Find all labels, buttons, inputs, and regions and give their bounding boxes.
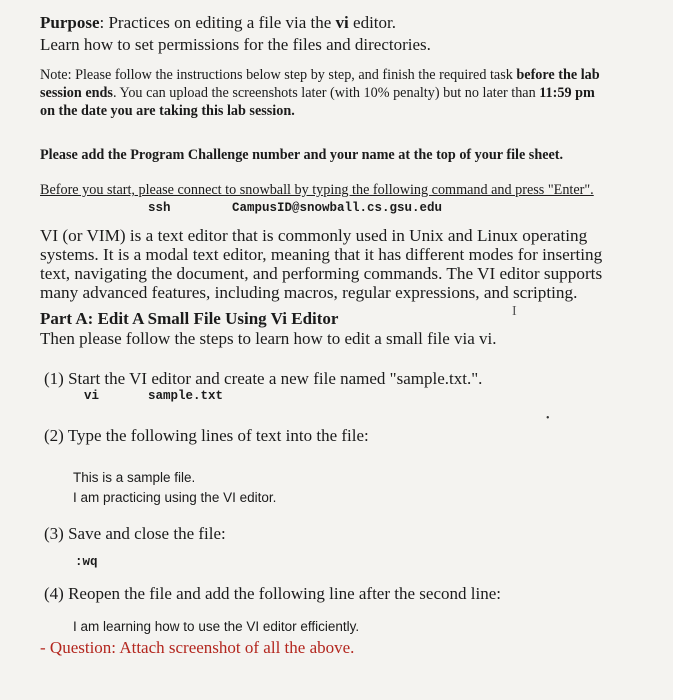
- purpose-label: Purpose: [40, 13, 100, 32]
- added-line: I am learning how to use the VI editor efficiently.: [73, 619, 360, 634]
- purpose-text-end: editor.: [348, 13, 396, 32]
- note-line-3: [40, 102, 600, 120]
- ssh-host: CampusID@snowball.cs.gsu.edu: [232, 201, 443, 215]
- vi-intro-line: VI (or VIM) is a text editor that is commonly used in Unix and Linux operating: [40, 226, 588, 245]
- text-cursor-icon: I: [512, 304, 517, 319]
- stray-mark-icon: •: [546, 413, 550, 424]
- purpose-text: : Practices on editing a file via the: [99, 13, 336, 32]
- purpose-line-1: [40, 12, 431, 34]
- note-text-2: . You can upload the screenshots later (with 10% penalty) but no later than: [112, 85, 540, 101]
- save-quit-command: :wq: [75, 555, 98, 569]
- vi-intro-line: many advanced features, including macros, regular expressions, and scripting.: [40, 283, 578, 302]
- instruction-heading: Please add the Program Challenge number and your name at the top of your file sheet.: [40, 147, 564, 163]
- purpose-line-2: Learn how to set permissions for the files and directories.: [40, 35, 431, 54]
- question-text: - Question: Attach screenshot of all the above.: [40, 638, 355, 657]
- sample-line-2: I am practicing using the VI editor.: [73, 490, 277, 505]
- vi-intro-line: text, navigating the document, and performing commands. The VI editor supports: [40, 264, 603, 283]
- note-line-1: [40, 66, 600, 84]
- step-1-filename: sample.txt: [148, 389, 224, 403]
- step-2: (2) Type the following lines of text into the file:: [44, 426, 369, 445]
- deadline-time: 11:59 pm: [539, 85, 595, 101]
- note-line-2: [40, 84, 600, 102]
- vi-intro-paragraph: [40, 226, 602, 302]
- note-emphasis: before the lab: [516, 67, 600, 83]
- ssh-command: ssh: [148, 201, 171, 215]
- vi-intro-line: systems. It is a modal text editor, meaning that it has different modes for inserting: [40, 245, 603, 264]
- step-3: (3) Save and close the file:: [44, 524, 226, 543]
- note-text: Note: Please follow the instructions below step by step, and finish the required task: [40, 67, 517, 83]
- vi-keyword: vi: [335, 13, 349, 32]
- part-a-intro: Then please follow the steps to learn how to edit a small file via vi.: [40, 329, 497, 348]
- note-block: [40, 66, 600, 120]
- sample-line-1: This is a sample file.: [73, 470, 196, 485]
- part-a-heading: Part A: Edit A Small File Using Vi Editor: [40, 309, 339, 328]
- step-1: (1) Start the VI editor and create a new file named "sample.txt.".: [44, 369, 483, 388]
- note-emphasis-3: on the date you are taking this lab session.: [40, 103, 295, 119]
- note-emphasis-2: session ends: [40, 85, 113, 101]
- step-4: (4) Reopen the file and add the following line after the second line:: [44, 584, 501, 603]
- step-1-command: vi: [84, 389, 100, 403]
- purpose-block: [40, 12, 431, 56]
- connect-instruction: Before you start, please connect to snowball by typing the following command and press "Enter".: [40, 182, 594, 198]
